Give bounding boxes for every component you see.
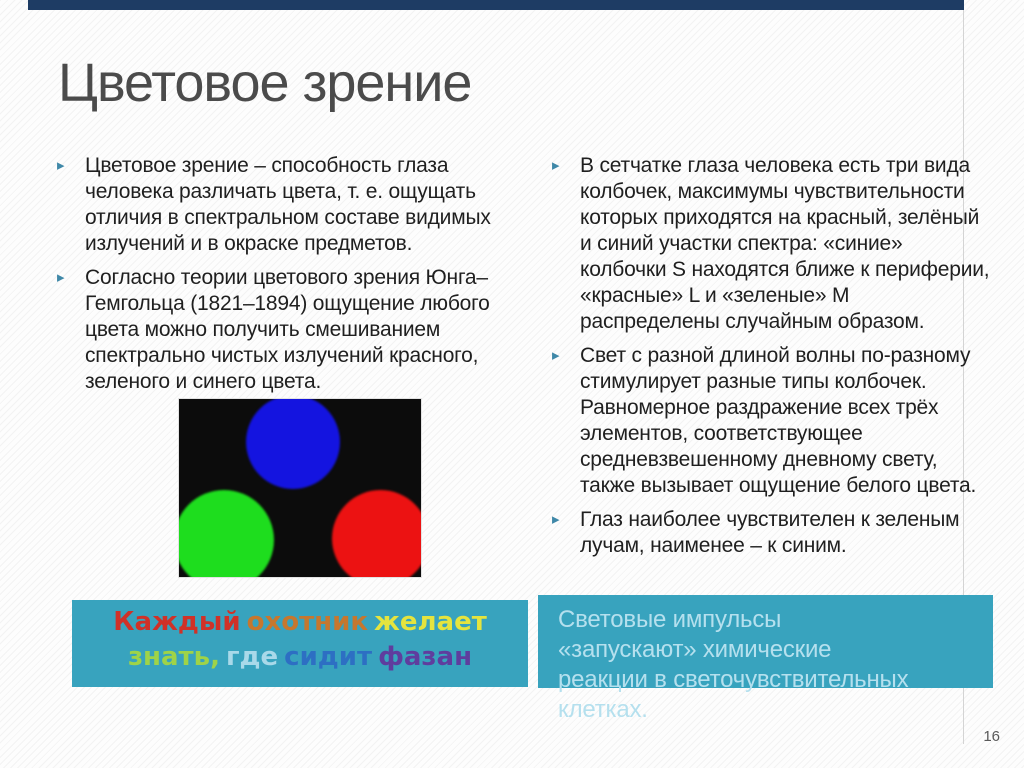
mnemonic-word: знать, — [127, 642, 220, 672]
red-circle — [332, 490, 422, 578]
rgb-circles-image — [178, 398, 422, 578]
mnemonic-word: Каждый — [113, 607, 241, 637]
bullet-item — [550, 153, 992, 335]
bullet-arrow-icon: ▸ — [57, 269, 65, 286]
top-accent-bar — [28, 0, 964, 10]
mnemonic-word: сидит — [284, 642, 373, 672]
bullet-text: Цветовое зрение – способность глаза человека различать цвета, т. е. ощущать отличия в спектральном составе видимых излучений и в окраске предметов. — [85, 154, 491, 255]
mnemonic-word: желает — [374, 607, 487, 637]
left-text-column — [55, 153, 522, 403]
bullet-item — [550, 507, 992, 559]
rainbow-mnemonic-box — [72, 600, 528, 687]
green-circle — [178, 490, 274, 578]
mnemonic-word: где — [225, 642, 279, 672]
blue-circle — [246, 398, 340, 489]
left-bullet-list — [55, 153, 522, 395]
mnemonic-word: охотник — [246, 607, 368, 637]
bullet-item — [55, 153, 522, 257]
bullet-item — [55, 265, 522, 395]
mnemonic-word: фазан — [378, 642, 473, 672]
bullet-arrow-icon: ▸ — [552, 511, 560, 528]
bullet-text: Глаз наиболее чувствителен к зеленым лучам, наименее – к синим. — [580, 508, 960, 557]
light-impulses-box — [538, 595, 993, 723]
page-title: Цветовое зрение — [58, 53, 472, 113]
bullet-arrow-icon: ▸ — [57, 157, 65, 174]
bullet-text: В сетчатке глаза человека есть три вида колбочек, максимумы чувствительности которых приходятся на красный, зелёный и синий участки спектра: «синие» колбочки S находятся ближе к периферии, «красные» L и «зеленые» M распределены случайным образом. — [580, 154, 990, 333]
bullet-item — [550, 343, 992, 499]
right-bullet-list — [550, 153, 992, 559]
bullet-text: Согласно теории цветового зрения Юнга–Гемгольца (1821–1894) ощущение любого цвета можно получить смешиванием спектрально чистых излучений красного, зеленого и синего цвета. — [85, 266, 490, 393]
light-impulses-text: Световые импульсы «запускают» химические реакции в светочувствительных клетках. — [558, 606, 909, 723]
bullet-arrow-icon: ▸ — [552, 157, 560, 174]
right-text-column — [550, 153, 992, 567]
bullet-arrow-icon: ▸ — [552, 347, 560, 364]
bullet-text: Свет с разной длиной волны по-разному стимулирует разные типы колбочек. Равномерное раздражение всех трёх элементов, соответствующее средневзвешенному дневному свету, также вызывает ощущение белого цвета. — [580, 344, 977, 497]
page-number: 16 — [983, 728, 1000, 745]
